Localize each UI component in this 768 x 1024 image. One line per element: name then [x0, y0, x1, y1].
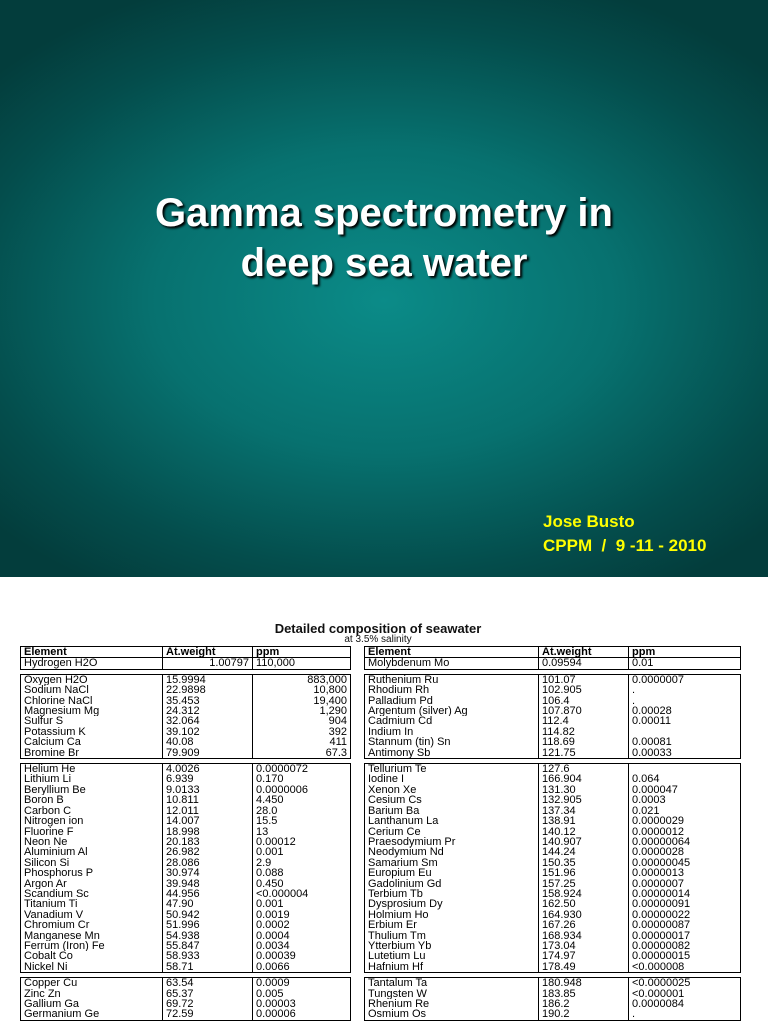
column-separator — [351, 1009, 365, 1020]
ppm-right: 0.064 — [629, 774, 741, 784]
column-separator — [351, 674, 365, 685]
atweight-right: 121.75 — [539, 748, 629, 759]
ppm-left: 0.00039 — [253, 951, 351, 961]
ppm-right: 0.0000012 — [629, 827, 741, 837]
element-left: Vanadium V — [21, 910, 163, 920]
element-right: Argentum (silver) Ag — [365, 706, 539, 716]
element-right: Terbium Tb — [365, 889, 539, 899]
slide-title — [0, 188, 768, 288]
ppm-right — [629, 764, 741, 775]
element-right: Xenon Xe — [365, 785, 539, 795]
element-right: Iodine I — [365, 774, 539, 784]
table-row — [21, 962, 741, 973]
table-row — [21, 858, 741, 868]
table-row — [21, 999, 741, 1009]
column-separator — [351, 647, 365, 658]
atweight-left: 44.956 — [163, 889, 253, 899]
element-left: Nitrogen ion — [21, 816, 163, 826]
column-separator — [351, 706, 365, 716]
element-left: Nickel Ni — [21, 962, 163, 973]
column-separator — [351, 795, 365, 805]
element-left: Chlorine NaCl — [21, 696, 163, 706]
element-left: Helium He — [21, 764, 163, 775]
element-right: Neodymium Nd — [365, 847, 539, 857]
atweight-right: 137.34 — [539, 806, 629, 816]
ppm-left: 0.088 — [253, 868, 351, 878]
atweight-right: 180.948 — [539, 978, 629, 989]
element-right: Tantalum Ta — [365, 978, 539, 989]
header-atweight-left: At.weight — [163, 647, 253, 658]
element-right: Stannum (tin) Sn — [365, 737, 539, 747]
column-separator — [351, 658, 365, 669]
element-right: Thulium Tm — [365, 931, 539, 941]
table-row — [21, 899, 741, 909]
element-left: Manganese Mn — [21, 931, 163, 941]
table-row — [21, 827, 741, 837]
table-row — [21, 764, 741, 775]
element-right: Erbium Er — [365, 920, 539, 930]
element-left: Magnesium Mg — [21, 706, 163, 716]
ppm-right: <0.0000025 — [629, 978, 741, 989]
ppm-left: 13 — [253, 827, 351, 837]
ppm-left: 4.450 — [253, 795, 351, 805]
ppm-right: <0.000001 — [629, 989, 741, 999]
table-row — [21, 837, 741, 847]
atweight-left: 47.90 — [163, 899, 253, 909]
atweight-right: 168.934 — [539, 931, 629, 941]
element-right: Lanthanum La — [365, 816, 539, 826]
element-right: Rhenium Re — [365, 999, 539, 1009]
table-row — [21, 785, 741, 795]
ppm-left: 15.5 — [253, 816, 351, 826]
column-separator — [351, 785, 365, 795]
element-left: Bromine Br — [21, 748, 163, 759]
column-separator — [351, 685, 365, 695]
column-separator — [351, 727, 365, 737]
atweight-left: 12.011 — [163, 806, 253, 816]
element-left: Chromium Cr — [21, 920, 163, 930]
header-element-right: Element — [365, 647, 539, 658]
atweight-left: 30.974 — [163, 868, 253, 878]
column-separator — [351, 858, 365, 868]
column-separator — [351, 879, 365, 889]
table-row — [21, 931, 741, 941]
ppm-left: 2.9 — [253, 858, 351, 868]
atweight-left: 50.942 — [163, 910, 253, 920]
atweight-right: 186.2 — [539, 999, 629, 1009]
ppm-left: 0.00006 — [253, 1009, 351, 1020]
element-right: Cesium Cs — [365, 795, 539, 805]
ppm-right: 0.0000084 — [629, 999, 741, 1009]
element-right: Europium Eu — [365, 868, 539, 878]
ppm-right: 0.00081 — [629, 737, 741, 747]
table-header-row — [21, 647, 741, 658]
table-row — [21, 941, 741, 951]
atweight-right: 140.12 — [539, 827, 629, 837]
atweight-right: 140.907 — [539, 837, 629, 847]
column-separator — [351, 978, 365, 989]
ppm-right: 0.00011 — [629, 716, 741, 726]
atweight-left: 58.933 — [163, 951, 253, 961]
atweight-right: 183.85 — [539, 989, 629, 999]
table-row — [21, 685, 741, 695]
ppm-left: 0.001 — [253, 847, 351, 857]
table-row — [21, 795, 741, 805]
table-row — [21, 816, 741, 826]
column-separator — [351, 827, 365, 837]
atweight-left: 4.0026 — [163, 764, 253, 775]
atweight-left: 72.59 — [163, 1009, 253, 1020]
ppm-right: 0.0000028 — [629, 847, 741, 857]
atweight-left: 20.183 — [163, 837, 253, 847]
atweight-left: 79.909 — [163, 748, 253, 759]
atweight-left: 22.9898 — [163, 685, 253, 695]
column-separator — [351, 889, 365, 899]
table-row — [21, 806, 741, 816]
atweight-right: 190.2 — [539, 1009, 629, 1020]
ppm-right: 0.000047 — [629, 785, 741, 795]
atweight-left: 39.102 — [163, 727, 253, 737]
table-row — [21, 727, 741, 737]
element-left: Calcium Ca — [21, 737, 163, 747]
element-left: Oxygen H2O — [21, 674, 163, 685]
slide-title-line-2: deep sea water — [240, 241, 528, 285]
header-element-left: Element — [21, 647, 163, 658]
element-right: Hafnium Hf — [365, 962, 539, 973]
ppm-right: 0.00000015 — [629, 951, 741, 961]
atweight-right: 173.04 — [539, 941, 629, 951]
element-right: Tellurium Te — [365, 764, 539, 775]
ppm-left: 0.00003 — [253, 999, 351, 1009]
element-left: Silicon Si — [21, 858, 163, 868]
ppm-right: 0.00000017 — [629, 931, 741, 941]
element-right: Osmium Os — [365, 1009, 539, 1020]
atweight-right: 167.26 — [539, 920, 629, 930]
ppm-right: 0.00000087 — [629, 920, 741, 930]
element-right: Praesodymium Pr — [365, 837, 539, 847]
table-title: Detailed composition of seawater — [274, 621, 482, 636]
ppm-left: 67.3 — [253, 748, 351, 759]
atweight-right: 150.35 — [539, 858, 629, 868]
column-separator — [351, 931, 365, 941]
table-row — [21, 920, 741, 930]
element-left: Phosphorus P — [21, 868, 163, 878]
ppm-right: 0.00028 — [629, 706, 741, 716]
ppm-right: 0.00000082 — [629, 941, 741, 951]
atweight-right: 118.69 — [539, 737, 629, 747]
atweight-left: 40.08 — [163, 737, 253, 747]
ppm-left: 10,800 — [253, 685, 351, 695]
ppm-left: 19,400 — [253, 696, 351, 706]
element-left: Neon Ne — [21, 837, 163, 847]
atweight-right: 112.4 — [539, 716, 629, 726]
column-separator — [351, 920, 365, 930]
atweight-right: 102.905 — [539, 685, 629, 695]
element-left: Argon Ar — [21, 879, 163, 889]
element-left: Sodium NaCl — [21, 685, 163, 695]
affiliation-date: CPPM / 9 -11 - 2010 — [543, 536, 707, 555]
column-separator — [351, 774, 365, 784]
element-right: Ruthenium Ru — [365, 674, 539, 685]
atweight-right: 0.09594 — [539, 658, 629, 669]
atweight-right: 114.82 — [539, 727, 629, 737]
table-row — [21, 696, 741, 706]
atweight-right: 131.30 — [539, 785, 629, 795]
ppm-right: . — [629, 685, 741, 695]
column-separator — [351, 764, 365, 775]
ppm-left: 0.0002 — [253, 920, 351, 930]
atweight-right: 101.07 — [539, 674, 629, 685]
table-row — [21, 674, 741, 685]
table-row — [21, 889, 741, 899]
column-separator — [351, 962, 365, 973]
ppm-right: 0.00000014 — [629, 889, 741, 899]
element-right: Antimony Sb — [365, 748, 539, 759]
ppm-right: <0.000008 — [629, 962, 741, 973]
atweight-left: 58.71 — [163, 962, 253, 973]
column-separator — [351, 941, 365, 951]
atweight-left: 26.982 — [163, 847, 253, 857]
author-block — [543, 510, 706, 558]
element-right: Molybdenum Mo — [365, 658, 539, 669]
atweight-right: 166.904 — [539, 774, 629, 784]
atweight-right: 106.4 — [539, 696, 629, 706]
atweight-left: 18.998 — [163, 827, 253, 837]
column-separator — [351, 847, 365, 857]
atweight-left: 35.453 — [163, 696, 253, 706]
atweight-right: 138.91 — [539, 816, 629, 826]
ppm-right — [629, 727, 741, 737]
table-row — [21, 748, 741, 759]
atweight-left: 1.00797 — [163, 658, 253, 669]
atweight-right: 174.97 — [539, 951, 629, 961]
ppm-left: 110,000 — [253, 658, 351, 669]
table-row — [21, 737, 741, 747]
element-left: Potassium K — [21, 727, 163, 737]
ppm-left: 0.0034 — [253, 941, 351, 951]
element-left: Gallium Ga — [21, 999, 163, 1009]
column-separator — [351, 951, 365, 961]
atweight-left: 9.0133 — [163, 785, 253, 795]
atweight-right: 157.25 — [539, 879, 629, 889]
element-right: Gadolinium Gd — [365, 879, 539, 889]
ppm-left: 392 — [253, 727, 351, 737]
ppm-right: 0.0000007 — [629, 879, 741, 889]
column-separator — [351, 737, 365, 747]
atweight-right: 132.905 — [539, 795, 629, 805]
element-left: Ferrum (Iron) Fe — [21, 941, 163, 951]
slide-title-line-1: Gamma spectrometry in — [155, 191, 613, 235]
table-row — [21, 716, 741, 726]
ppm-left: 0.005 — [253, 989, 351, 999]
ppm-left: 883,000 — [253, 674, 351, 685]
column-separator — [351, 806, 365, 816]
column-separator — [351, 837, 365, 847]
element-left: Titanium Ti — [21, 899, 163, 909]
ppm-right: 0.00000022 — [629, 910, 741, 920]
table-row — [21, 847, 741, 857]
element-right: Holmium Ho — [365, 910, 539, 920]
element-left: Sulfur S — [21, 716, 163, 726]
ppm-left: 0.0066 — [253, 962, 351, 973]
ppm-right: 0.0000029 — [629, 816, 741, 826]
element-left: Cobalt Co — [21, 951, 163, 961]
element-right: Lutetium Lu — [365, 951, 539, 961]
ppm-left: 0.0004 — [253, 931, 351, 941]
atweight-right: 107.870 — [539, 706, 629, 716]
table-row — [21, 989, 741, 999]
ppm-right: 0.0003 — [629, 795, 741, 805]
ppm-left: 0.0019 — [253, 910, 351, 920]
atweight-left: 14.007 — [163, 816, 253, 826]
element-right: Cerium Ce — [365, 827, 539, 837]
seawater-composition-document — [0, 577, 768, 1024]
element-left: Zinc Zn — [21, 989, 163, 999]
atweight-right: 151.96 — [539, 868, 629, 878]
element-left: Hydrogen H2O — [21, 658, 163, 669]
column-separator — [351, 999, 365, 1009]
element-left: Beryllium Be — [21, 785, 163, 795]
atweight-left: 15.9994 — [163, 674, 253, 685]
ppm-left: 0.0000072 — [253, 764, 351, 775]
atweight-left: 69.72 — [163, 999, 253, 1009]
ppm-right: . — [629, 1009, 741, 1020]
element-left: Scandium Sc — [21, 889, 163, 899]
element-left: Germanium Ge — [21, 1009, 163, 1020]
element-left: Carbon C — [21, 806, 163, 816]
element-right: Indium In — [365, 727, 539, 737]
atweight-right: 158.924 — [539, 889, 629, 899]
element-left: Fluorine F — [21, 827, 163, 837]
table-subtitle: at 3.5% salinity — [344, 634, 412, 645]
table-row — [21, 706, 741, 716]
ppm-right: 0.0000007 — [629, 674, 741, 685]
ppm-left: 1,290 — [253, 706, 351, 716]
ppm-left: 0.0009 — [253, 978, 351, 989]
table-row — [21, 978, 741, 989]
table-row — [21, 910, 741, 920]
column-separator — [351, 748, 365, 759]
atweight-left: 6.939 — [163, 774, 253, 784]
ppm-left: <0.000004 — [253, 889, 351, 899]
ppm-left: 904 — [253, 716, 351, 726]
element-right: Rhodium Rh — [365, 685, 539, 695]
atweight-left: 28.086 — [163, 858, 253, 868]
ppm-right: . — [629, 696, 741, 706]
column-separator — [351, 899, 365, 909]
atweight-left: 24.312 — [163, 706, 253, 716]
element-right: Ytterbium Yb — [365, 941, 539, 951]
table-row — [21, 1009, 741, 1020]
header-ppm-left: ppm — [253, 647, 351, 658]
atweight-left: 54.938 — [163, 931, 253, 941]
element-right: Palladium Pd — [365, 696, 539, 706]
ppm-left: 0.001 — [253, 899, 351, 909]
ppm-left: 0.0000006 — [253, 785, 351, 795]
ppm-right: 0.0000013 — [629, 868, 741, 878]
atweight-right: 144.24 — [539, 847, 629, 857]
atweight-right: 164.930 — [539, 910, 629, 920]
header-ppm-right: ppm — [629, 647, 741, 658]
ppm-left: 28.0 — [253, 806, 351, 816]
atweight-left: 10.811 — [163, 795, 253, 805]
column-separator — [351, 989, 365, 999]
ppm-left: 0.170 — [253, 774, 351, 784]
ppm-right: 0.00000045 — [629, 858, 741, 868]
header-atweight-right: At.weight — [539, 647, 629, 658]
atweight-right: 127.6 — [539, 764, 629, 775]
column-separator — [351, 816, 365, 826]
element-right: Barium Ba — [365, 806, 539, 816]
column-separator — [351, 716, 365, 726]
ppm-right: 0.00033 — [629, 748, 741, 759]
atweight-left: 51.996 — [163, 920, 253, 930]
element-left: Copper Cu — [21, 978, 163, 989]
ppm-left: 411 — [253, 737, 351, 747]
atweight-left: 55.847 — [163, 941, 253, 951]
element-left: Lithium Li — [21, 774, 163, 784]
ppm-right: 0.021 — [629, 806, 741, 816]
column-separator — [351, 696, 365, 706]
atweight-left: 63.54 — [163, 978, 253, 989]
element-left: Boron B — [21, 795, 163, 805]
ppm-right: 0.00000064 — [629, 837, 741, 847]
element-right: Samarium Sm — [365, 858, 539, 868]
table-row — [21, 868, 741, 878]
table-row — [21, 951, 741, 961]
atweight-right: 162.50 — [539, 899, 629, 909]
ppm-left: 0.00012 — [253, 837, 351, 847]
element-right: Tungsten W — [365, 989, 539, 999]
ppm-right: 0.00000091 — [629, 899, 741, 909]
table-row — [21, 879, 741, 889]
seawater-composition-table — [20, 646, 741, 1021]
column-separator — [351, 868, 365, 878]
element-left: Aluminium Al — [21, 847, 163, 857]
table-row — [21, 774, 741, 784]
table-row — [21, 658, 741, 669]
atweight-right: 178.49 — [539, 962, 629, 973]
atweight-left: 65.37 — [163, 989, 253, 999]
column-separator — [351, 910, 365, 920]
ppm-right: 0.01 — [629, 658, 741, 669]
atweight-left: 39.948 — [163, 879, 253, 889]
author-name: Jose Busto — [543, 512, 635, 531]
atweight-left: 32.064 — [163, 716, 253, 726]
element-right: Cadmium Cd — [365, 716, 539, 726]
ppm-left: 0.450 — [253, 879, 351, 889]
element-right: Dysprosium Dy — [365, 899, 539, 909]
